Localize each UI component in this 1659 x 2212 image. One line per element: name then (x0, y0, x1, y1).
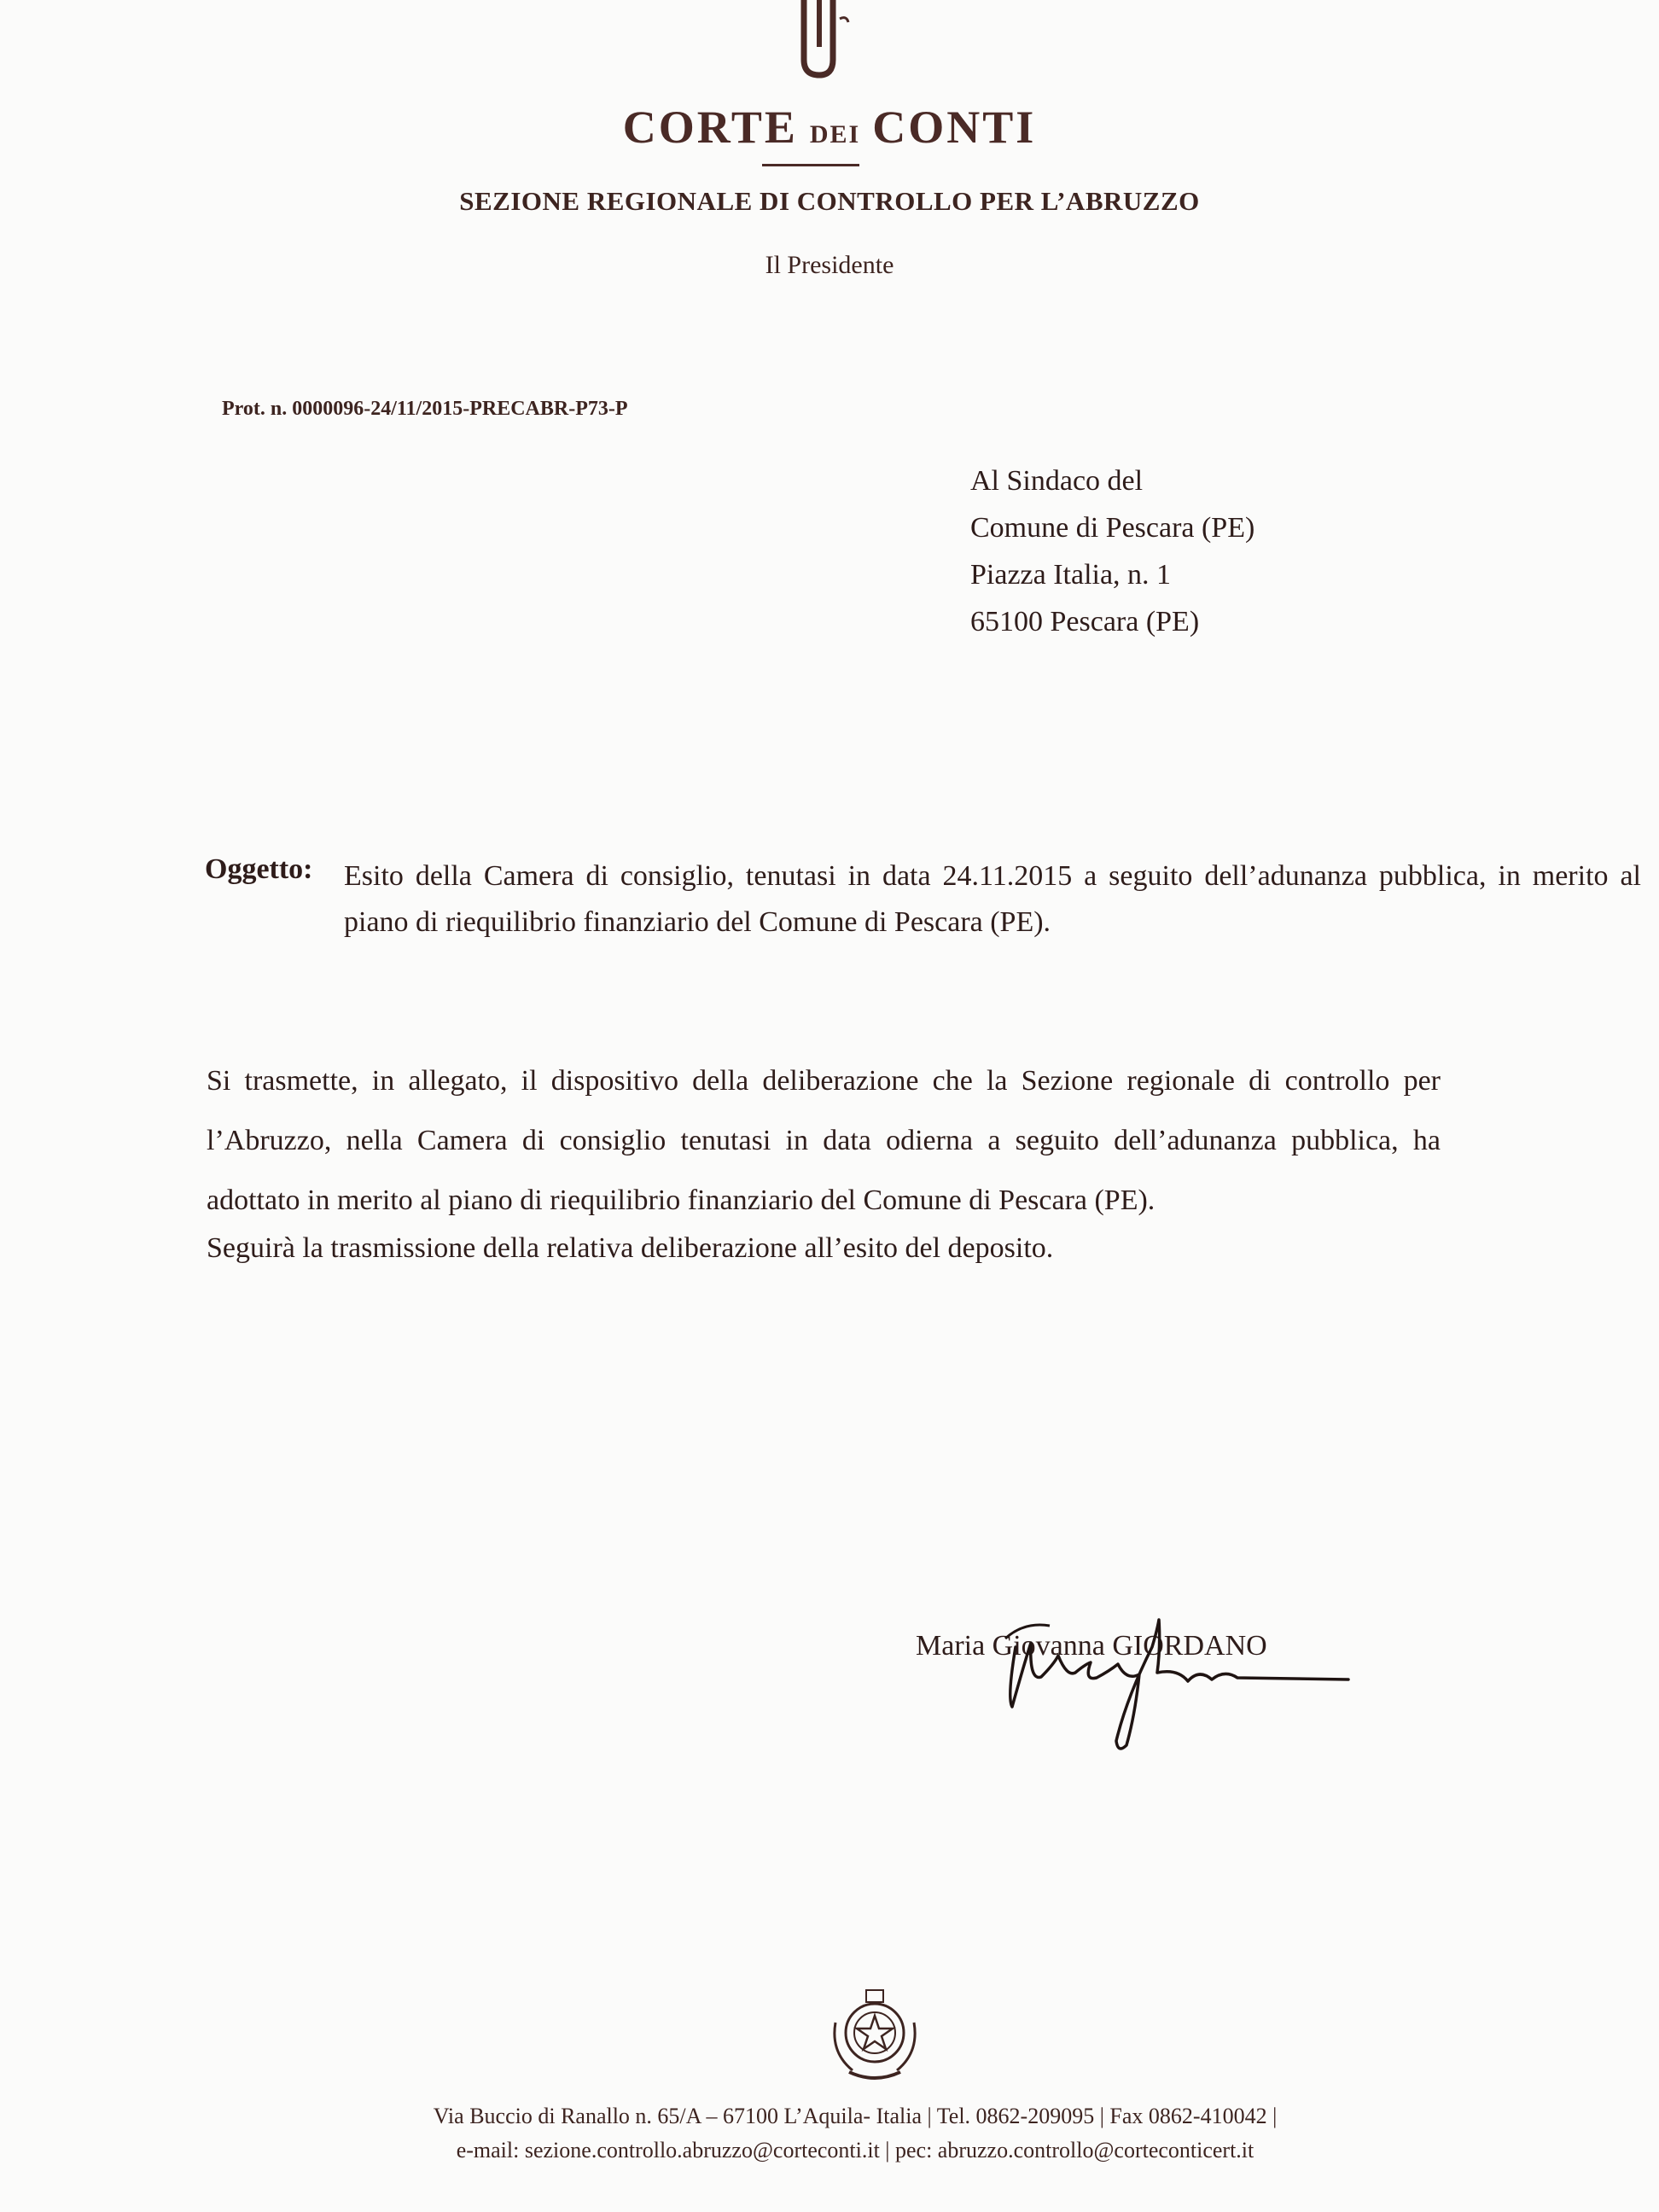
title-divider (762, 164, 859, 166)
footer-address: Via Buccio di Ranallo n. 65/A – 67100 L’Aquila- Italia | Tel. 0862-209095 | Fax 0862-410042 | (433, 2104, 1278, 2128)
institution-title-part1: CORTE (622, 102, 798, 153)
recipient-line: Comune di Pescara (PE) (970, 512, 1255, 544)
institution-title (0, 101, 1659, 154)
letter-body (207, 1051, 1441, 1272)
section-name: SEZIONE REGIONALE DI CONTROLLO PER L’ABRUZZO (459, 186, 1200, 216)
subject-label: Oggetto: (205, 853, 313, 885)
institution-title-part2: DEI (809, 120, 861, 148)
italian-republic-emblem-icon (824, 1988, 926, 2087)
footer-contacts: e-mail: sezione.controllo.abruzzo@corteconti.it | pec: abruzzo.controllo@corteconticert.it (456, 2138, 1254, 2163)
corte-conti-logo-icon (794, 0, 853, 81)
recipient-line: 65100 Pescara (PE) (970, 606, 1200, 637)
body-paragraph: Si trasmette, in allegato, il dispositivo della deliberazione che la Sezione regionale di controllo per l’Abruzzo, nella Camera di consiglio tenutasi in data odierna a seguito dell’adunanza pubblica, ha adottato in merito al piano di riequilibrio finanziario del Comune di Pescara (PE). (207, 1065, 1441, 1216)
handwritten-signature (990, 1596, 1365, 1758)
signer-name: Maria Giovanna GIORDANO (916, 1630, 1267, 1662)
recipient-line: Al Sindaco del (970, 465, 1144, 497)
recipient-address (970, 457, 1254, 645)
body-paragraph: Seguirà la trasmissione della relativa deliberazione all’esito del deposito. (207, 1232, 1054, 1264)
recipient-line: Piazza Italia, n. 1 (970, 559, 1172, 591)
subject-text: Esito della Camera di consiglio, tenutasi in data 24.11.2015 a seguito dell’adunanza pubblica, in merito al piano di riequilibrio finanziario del Comune di Pescara (PE). (344, 860, 1641, 938)
institution-title-part3: CONTI (872, 102, 1037, 153)
sender-role: Il Presidente (765, 251, 894, 279)
protocol-number: Prot. n. 0000096-24/11/2015-PRECABR-P73-P (222, 398, 628, 420)
